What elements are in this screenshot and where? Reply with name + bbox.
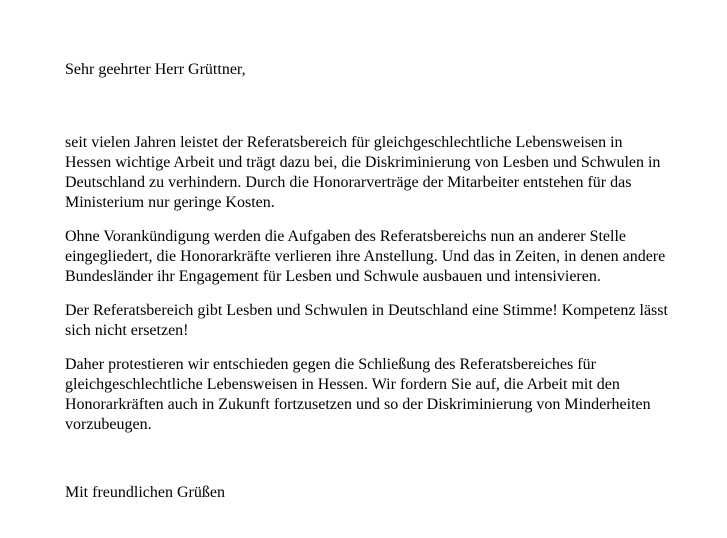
letter-line: seit vielen Jahren leistet der Referatsbereich für gleichgeschlechtliche Lebensweisen in: [65, 134, 623, 151]
letter-line: Honorarkräften auch in Zukunft fortzusetzen und so der Diskriminierung von Minderheiten: [65, 396, 651, 413]
letter-line: Daher protestieren wir entschieden gegen die Schließung des Referatsbereiches für: [65, 356, 596, 373]
letter-line: vorzubeugen.: [65, 416, 152, 433]
paragraph-protest: [65, 355, 672, 435]
letter-line: Hessen wichtige Arbeit und trägt dazu bei, die Diskriminierung von Lesben und Schwulen in: [65, 154, 661, 171]
letter-line: Ohne Vorankündigung werden die Aufgaben des Referatsbereichs nun an anderer Stelle: [65, 228, 627, 245]
salutation: Sehr geehrter Herr Grüttner,: [65, 61, 246, 78]
letter-line: sich nicht ersetzen!: [65, 322, 189, 339]
paragraph-intro: [65, 133, 672, 213]
paragraph-problem: [65, 227, 672, 287]
letter-line: Der Referatsbereich gibt Lesben und Schwulen in Deutschland eine Stimme! Kompetenz lässt: [65, 302, 668, 319]
letter-line: Ministerium nur geringe Kosten.: [65, 194, 275, 211]
letter-line: eingegliedert, die Honorarkräfte verlieren ihre Anstellung. Und das in Zeiten, in denen andere: [65, 248, 666, 265]
letter-line: Deutschland zu verhindern. Durch die Honorarverträge der Mitarbeiter entstehen für das: [65, 174, 632, 191]
letter-line: Bundesländer ihr Engagement für Lesben und Schwule ausbauen und intensivieren.: [65, 268, 601, 285]
closing: Mit freundlichen Grüßen: [65, 484, 225, 501]
paragraph-statement: [65, 301, 672, 341]
letter-line: gleichgeschlechtliche Lebensweisen in Hessen. Wir fordern Sie auf, die Arbeit mit den: [65, 376, 620, 393]
